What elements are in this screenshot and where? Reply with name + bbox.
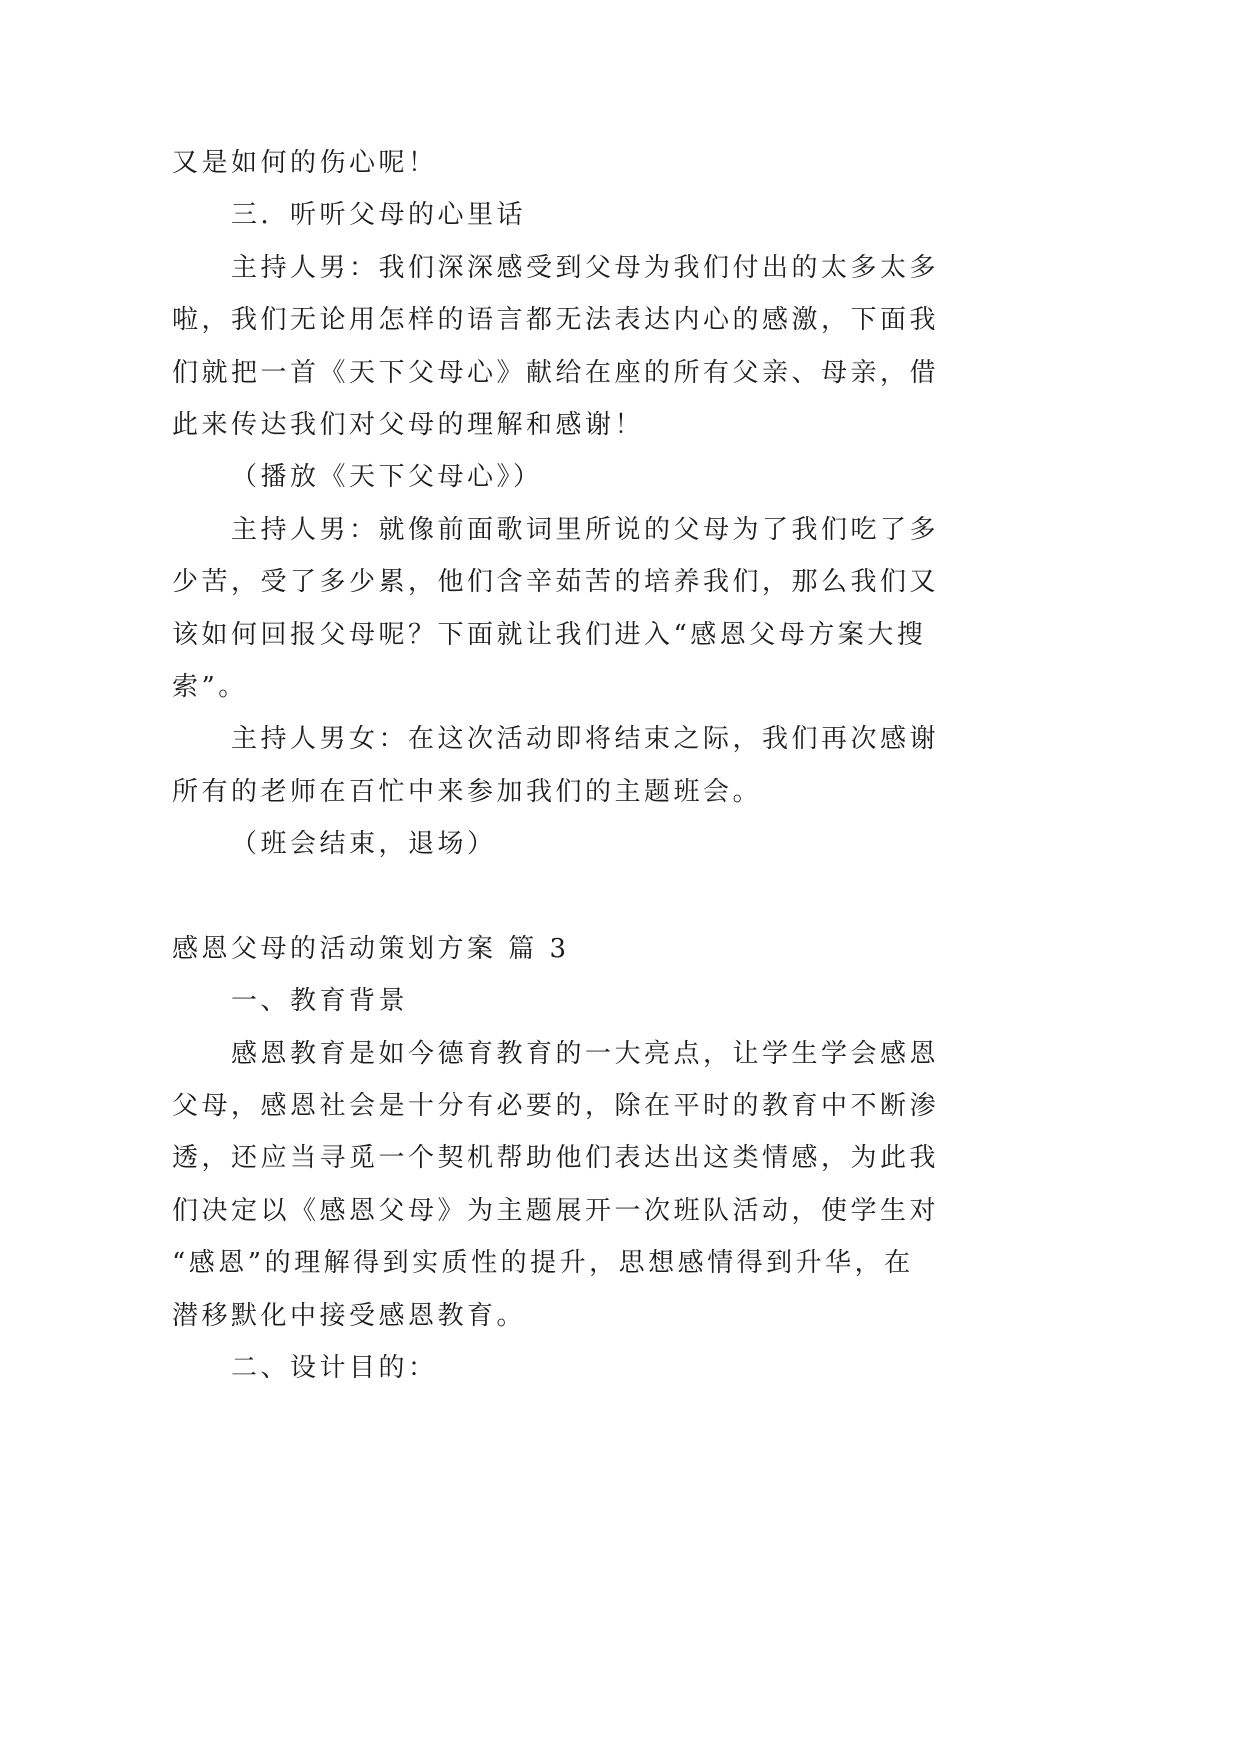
text-line: 该如何回报父母呢？下面就让我们进入“感恩父母方案大搜	[172, 619, 927, 650]
paragraph-host-male-1	[172, 242, 972, 452]
text-line: 啦，我们无论用怎样的语言都无法表达内心的感激，下面我	[172, 305, 940, 336]
section-heading-listen-to-parents	[172, 189, 972, 241]
text-line: 主持人男：我们深深感受到父母为我们付出的太多太多	[231, 252, 940, 283]
text-line: 二、设计目的：	[231, 1352, 438, 1383]
paragraph-education-background	[172, 1028, 972, 1342]
text-line: 此来传达我们对父母的理解和感谢！	[172, 409, 645, 440]
paragraph-host-male-2	[172, 504, 972, 714]
text-line: 们就把一首《天下父母心》献给在座的所有父亲、母亲，借	[172, 357, 940, 388]
text-line: （班会结束，退场）	[231, 829, 497, 860]
stage-direction-play-song	[172, 451, 972, 503]
text-line: 所有的老师在百忙中来参加我们的主题班会。	[172, 776, 763, 807]
text-line: 感恩教育是如今德育教育的一大亮点，让学生学会感恩	[231, 1038, 940, 1069]
section-heading-education-background	[172, 975, 972, 1027]
text-line: 透，还应当寻觅一个契机帮助他们表达出这类情感，为此我	[172, 1143, 940, 1174]
text-line: 主持人男女：在这次活动即将结束之际，我们再次感谢	[231, 724, 940, 755]
text-line: 父母，感恩社会是十分有必要的，除在平时的教育中不断渗	[172, 1091, 940, 1122]
text-line: 们决定以《感恩父母》为主题展开一次班队活动，使学生对	[172, 1195, 940, 1226]
stage-direction-meeting-end	[172, 818, 972, 870]
text-line: 一、教育背景	[231, 986, 409, 1017]
text-line: （播放《天下父母心》）	[231, 462, 543, 493]
section-heading-design-goals	[172, 1342, 972, 1394]
text-line: 潜移默化中接受感恩教育。	[172, 1300, 527, 1331]
document-body	[172, 137, 972, 1394]
text-line: 少苦，受了多少累，他们含辛茹苦的培养我们，那么我们又	[172, 567, 940, 598]
text-line: “感恩”的理解得到实质性的提升，思想感情得到升华，在	[172, 1248, 914, 1279]
text-line: 主持人男：就像前面歌词里所说的父母为了我们吃了多	[231, 514, 940, 545]
article-title: 感恩父母的活动策划方案 篇 3	[172, 933, 570, 964]
text-line: 又是如何的伤心呢！	[172, 148, 438, 178]
paragraph-host-male-female	[172, 713, 972, 818]
text-line: 索”。	[172, 671, 248, 702]
text-line: 三．听听父母的心里话	[231, 200, 527, 231]
paragraph-continuation	[172, 137, 972, 189]
